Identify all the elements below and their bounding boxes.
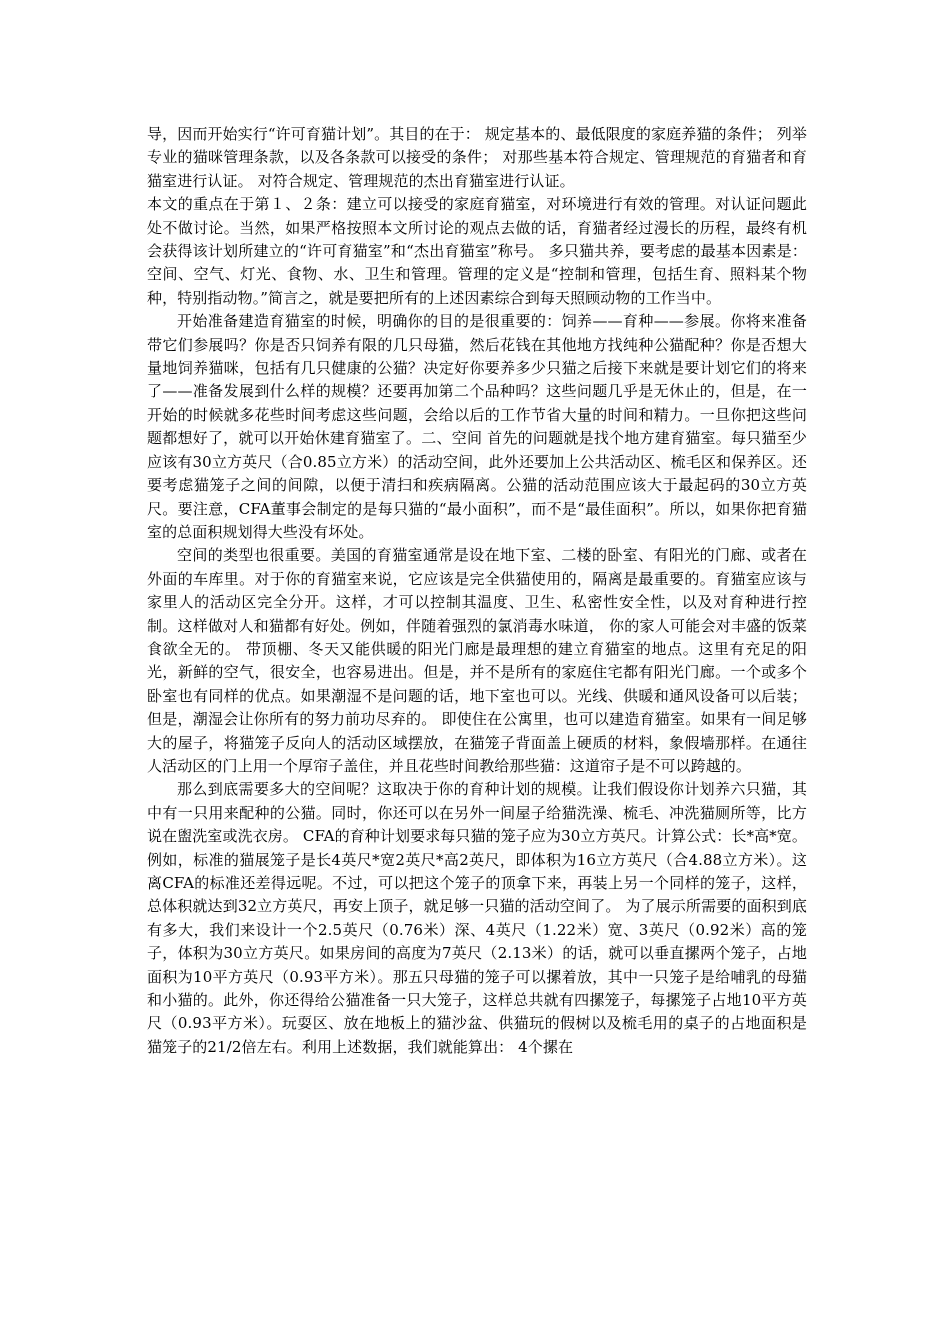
paragraph-5: 那么到底需要多大的空间呢？这取决于你的育种计划的规模。让我们假设你计划养六只猫，其中有一只用来配种的公猫。同时，你还可以在另外一间屋子给猫洗澡、梳毛、冲洗猫厕所等，比方说在盥洗室或洗衣房。 CFA的育种计划要求每只猫的笼子应为30立方英尺。计算公式：长*高*宽。例如，标准的猫展笼子是长4英尺*宽2英尺*高2英尺，即体积为16立方英尺（合4.88立方米）。这离CFA的标准还差得远呢。不过，可以把这个笼子的顶拿下来，再装上另一个同样的笼子，这样，总体积就达到32立方英尺，再安上顶子，就足够一只猫的活动空间了。 为了展示所需要的面积到底有多大，我们来设计一个2.5英尺（0.76米）深、4英尺（1.22米）宽、3英尺（0.92米）高的笼子，体积为30立方英尺。如果房间的高度为7英尺（2.13米）的话，就可以垂直摞两个笼子，占地面积为10平方英尺（0.93平方米）。那五只母猫的笼子可以摞着放，其中一只笼子是给哺乳的母猫和小猫的。此外，你还得给公猫准备一只大笼子，这样总共就有四摞笼子，每摞笼子占地10平方英尺（0.93平方米）。玩耍区、放在地板上的猫沙盆、供猫玩的假树以及梳毛用的桌子的占地面积是猫笼子的21/2倍左右。利用上述数据，我们就能算出： 4个摞在 [147, 780, 807, 1056]
paragraph-1: 导，因而开始实行“许可育猫计划”。其目的在于： 规定基本的、最低限度的家庭养猫的条件； 列举专业的猫咪管理条款，以及各条款可以接受的条件； 对那些基本符合规定、管理规范的育猫者和育猫室进行认证。 对符合规定、管理规范的杰出育猫室进行认证。 [147, 125, 807, 190]
paragraph-3: 开始准备建造育猫室的时候，明确你的目的是很重要的：饲养——育种——参展。你将来准备带它们参展吗？你是否只饲养有限的几只母猫，然后花钱在其他地方找纯种公猫配种？你是否想大量地饲养猫咪，包括有几只健康的公猫？决定好你要养多少只猫之后接下来就是要计划它们的将来了——准备发展到什么样的规模？还要再加第二个品种吗？这些问题几乎是无休止的，但是，在一开始的时候就多花些时间考虑这些问题，会给以后的工作节省大量的时间和精力。一旦你把这些问题都想好了，就可以开始休建育猫室了。二、空间 首先的问题就是找个地方建育猫室。每只猫至少应该有30立方英尺（合0.85立方米）的活动空间，此外还要加上公共活动区、梳毛区和保养区。还要考虑猫笼子之间的间隙，以便于清扫和疾病隔离。公猫的活动范围应该大于最起码的30立方英尺。要注意，CFA董事会制定的是每只猫的“最小面积”，而不是“最佳面积”。所以，如果你把育猫室的总面积规划得大些没有坏处。 [147, 312, 807, 541]
paragraph-2: 本文的重点在于第１、２条：建立可以接受的家庭育猫室，对环境进行有效的管理。对认证问题此处不做讨论。当然，如果严格按照本文所讨论的观点去做的话，育猫者经过漫长的历程，最终有机会获得该计划所建立的“许可育猫室”和“杰出育猫室”称号。 多只猫共养，要考虑的最基本因素是：空间、空气、灯光、食物、水、卫生和管理。管理的定义是“控制和管理，包括生育、照料某个物种，特别指动物。”简言之，就是要把所有的上述因素综合到每天照顾动物的工作当中。 [147, 195, 807, 307]
document-body [147, 123, 807, 1059]
paragraph-4: 空间的类型也很重要。美国的育猫室通常是设在地下室、二楼的卧室、有阳光的门廊、或者在外面的车库里。对于你的育猫室来说，它应该是完全供猫使用的，隔离是最重要的。育猫室应该与家里人的活动区完全分开。这样，才可以控制其温度、卫生、私密性安全性，以及对育种进行控制。这样做对人和猫都有好处。例如，伴随着强烈的氯消毒水味道， 你的家人可能会对丰盛的饭菜食欲全无的。 带顶棚、冬天又能供暖的阳光门廊是最理想的建立育猫室的地点。这里有充足的阳光，新鲜的空气，很安全，也容易进出。但是，并不是所有的家庭住宅都有阳光门廊。一个或多个卧室也有同样的优点。如果潮湿不是问题的话，地下室也可以。光线、供暖和通风设备可以后装；但是，潮湿会让你所有的努力前功尽弃的。 即使住在公寓里，也可以建造育猫室。如果有一间足够大的屋子，将猫笼子反向人的活动区域摆放，在猫笼子背面盖上硬质的材料，象假墙那样。在通往人活动区的门上用一个厚帘子盖住，并且花些时间教给那些猫：这道帘子是不可以跨越的。 [147, 546, 807, 775]
